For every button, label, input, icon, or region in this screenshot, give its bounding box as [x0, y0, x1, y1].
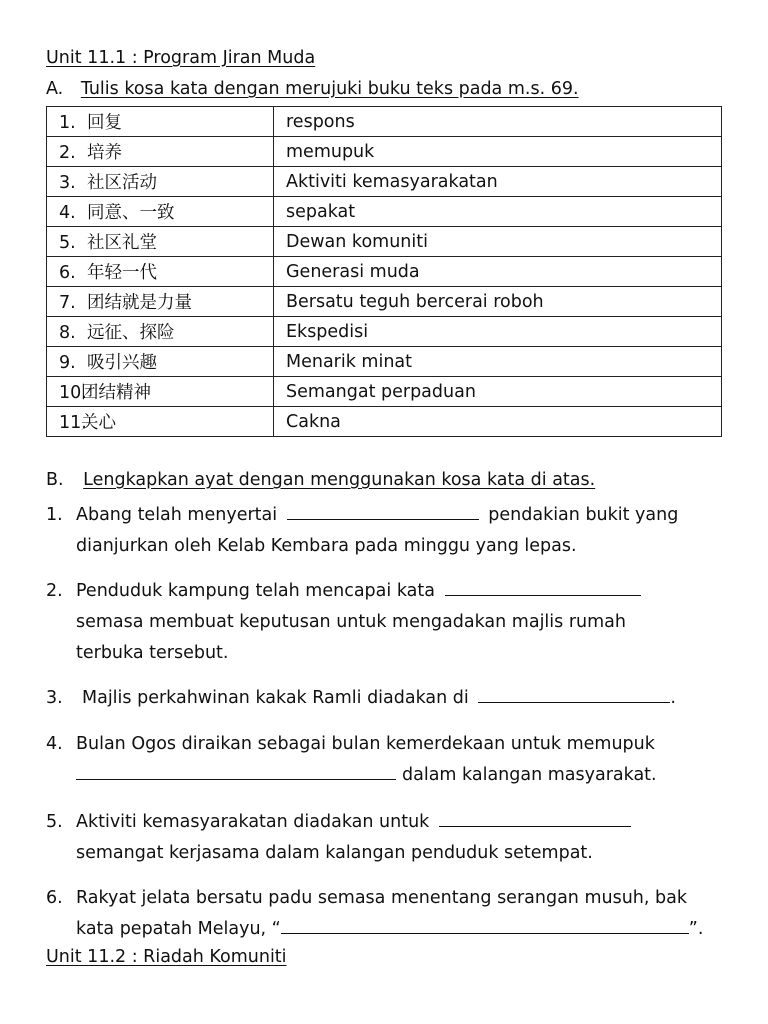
- section-a-heading: [46, 79, 579, 99]
- malay-term: memupuk: [274, 137, 722, 167]
- section-a-instruction: Tulis kosa kata dengan merujuki buku teks pada m.s. 69.: [80, 79, 579, 99]
- section-b-instruction: Lengkapkan ayat dengan menggunakan kosa kata di atas.: [83, 470, 596, 490]
- unit-title: Unit 11.1 : Program Jiran Muda: [46, 48, 316, 68]
- question-text: pendakian bukit yang: [488, 505, 679, 525]
- question-6: [46, 883, 736, 945]
- chinese-term: 团结精神: [81, 383, 151, 403]
- chinese-term-cell: [47, 257, 274, 287]
- malay-term: Semangat perpaduan: [274, 377, 722, 407]
- chinese-term-cell: [47, 107, 274, 137]
- question-number: 6.: [46, 888, 63, 908]
- vocab-row: [47, 227, 722, 257]
- question-text: Rakyat jelata bersatu padu semasa menentang serangan musuh, bak: [76, 888, 687, 908]
- question-text: ”.: [688, 919, 704, 939]
- vocab-row: [47, 287, 722, 317]
- malay-term: Cakna: [274, 407, 722, 437]
- malay-term: Ekspedisi: [274, 317, 722, 347]
- vocab-row: [47, 167, 722, 197]
- chinese-term-cell: [47, 167, 274, 197]
- answer-blank[interactable]: [439, 808, 631, 827]
- question-3: [46, 683, 736, 714]
- question-text: dianjurkan oleh Kelab Kembara pada minggu yang lepas.: [76, 536, 577, 556]
- vocab-row: [47, 317, 722, 347]
- chinese-term-cell: [47, 407, 274, 437]
- vocab-row: [47, 407, 722, 437]
- question-text: Penduduk kampung telah mencapai kata: [76, 581, 435, 601]
- question-number: 2.: [46, 581, 63, 601]
- chinese-term: 年轻一代: [87, 263, 157, 283]
- chinese-term: 关心: [81, 413, 116, 433]
- answer-blank[interactable]: [281, 915, 689, 934]
- vocabulary-table: [46, 106, 722, 437]
- answer-blank[interactable]: [478, 684, 670, 703]
- question-2: [46, 576, 736, 669]
- row-number: 6.: [59, 263, 76, 283]
- question-text: dalam kalangan masyarakat.: [402, 765, 657, 785]
- row-number: 3.: [59, 173, 76, 193]
- row-number: 7.: [59, 293, 76, 313]
- question-text: kata pepatah Melayu, “: [76, 919, 281, 939]
- chinese-term: 远征、探险: [87, 323, 175, 343]
- chinese-term: 社区礼堂: [87, 233, 157, 253]
- vocab-row: [47, 377, 722, 407]
- question-number: 1.: [46, 505, 63, 525]
- next-unit-title: Unit 11.2 : Riadah Komuniti: [46, 947, 287, 967]
- malay-term: Bersatu teguh bercerai roboh: [274, 287, 722, 317]
- chinese-term: 同意、一致: [87, 203, 175, 223]
- chinese-term: 吸引兴趣: [87, 353, 157, 373]
- vocab-row: [47, 257, 722, 287]
- row-number: 10.: [59, 383, 87, 403]
- question-text: Majlis perkahwinan kakak Ramli diadakan di: [82, 688, 469, 708]
- chinese-term: 回复: [87, 113, 122, 133]
- question-text: .: [670, 688, 676, 708]
- question-number: 5.: [46, 812, 63, 832]
- question-text: semasa membuat keputusan untuk mengadakan majlis rumah: [76, 612, 626, 632]
- section-b-label: B.: [46, 470, 64, 490]
- row-number: 5.: [59, 233, 76, 253]
- answer-blank[interactable]: [76, 761, 396, 780]
- chinese-term-cell: [47, 287, 274, 317]
- chinese-term: 社区活动: [87, 173, 157, 193]
- chinese-term-cell: [47, 347, 274, 377]
- row-number: 4.: [59, 203, 76, 223]
- question-text: semangat kerjasama dalam kalangan penduduk setempat.: [76, 843, 593, 863]
- malay-term: Aktiviti kemasyarakatan: [274, 167, 722, 197]
- chinese-term-cell: [47, 227, 274, 257]
- malay-term: sepakat: [274, 197, 722, 227]
- question-1: [46, 500, 736, 562]
- section-a-label: A.: [46, 79, 64, 99]
- row-number: 2.: [59, 143, 76, 163]
- row-number: 9.: [59, 353, 76, 373]
- row-number: 11.: [59, 413, 87, 433]
- row-number: 8.: [59, 323, 76, 343]
- answer-blank[interactable]: [287, 501, 479, 520]
- malay-term: Generasi muda: [274, 257, 722, 287]
- row-number: 1.: [59, 113, 76, 133]
- vocab-row: [47, 197, 722, 227]
- chinese-term-cell: [47, 317, 274, 347]
- section-b-heading: [46, 470, 595, 490]
- chinese-term-cell: [47, 197, 274, 227]
- vocab-row: [47, 137, 722, 167]
- question-5: [46, 807, 736, 869]
- malay-term: Dewan komuniti: [274, 227, 722, 257]
- question-text: terbuka tersebut.: [76, 643, 229, 663]
- question-text: Abang telah menyertai: [76, 505, 278, 525]
- chinese-term: 团结就是力量: [87, 293, 192, 313]
- vocab-row: [47, 347, 722, 377]
- question-text: Bulan Ogos diraikan sebagai bulan kemerdekaan untuk memupuk: [76, 734, 655, 754]
- question-number: 3.: [46, 688, 63, 708]
- chinese-term: 培养: [87, 143, 122, 163]
- question-text: Aktiviti kemasyarakatan diadakan untuk: [76, 812, 430, 832]
- malay-term: Menarik minat: [274, 347, 722, 377]
- question-4: [46, 729, 736, 791]
- question-number: 4.: [46, 734, 63, 754]
- chinese-term-cell: [47, 137, 274, 167]
- answer-blank[interactable]: [445, 577, 641, 596]
- malay-term: respons: [274, 107, 722, 137]
- vocab-row: [47, 107, 722, 137]
- chinese-term-cell: [47, 377, 274, 407]
